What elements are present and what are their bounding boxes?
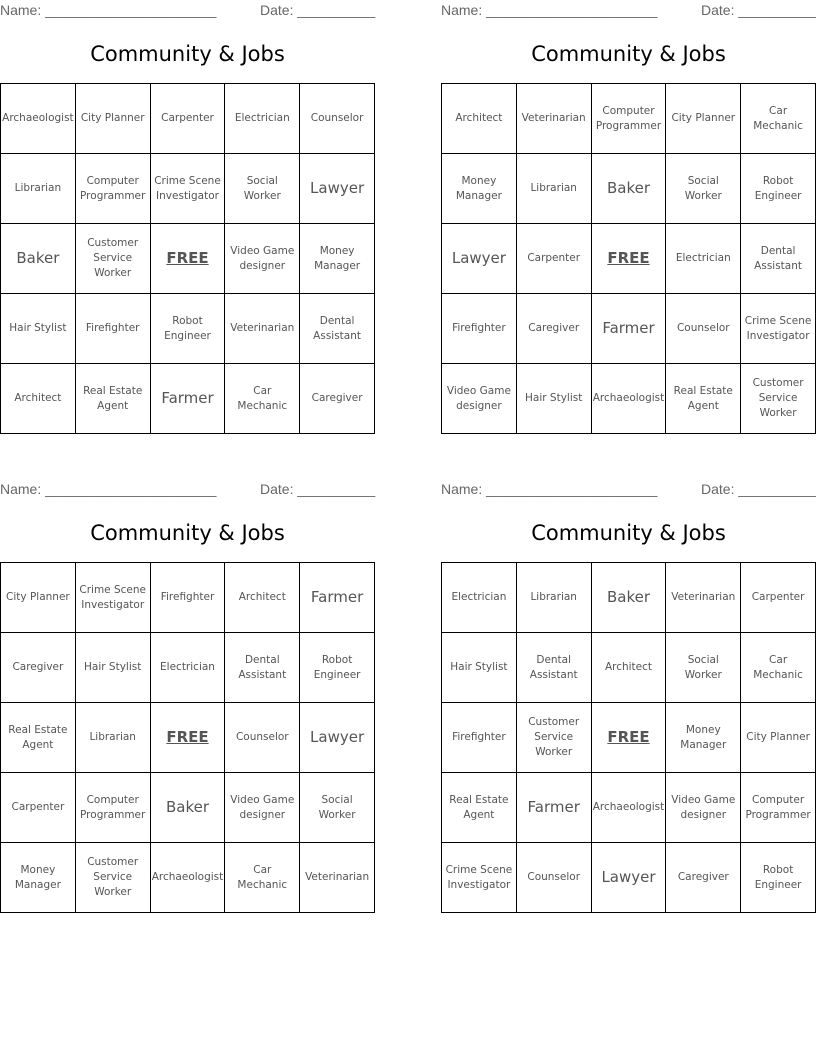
bingo-cell[interactable]: Computer Programmer — [76, 154, 151, 224]
bingo-cell[interactable]: Archaeologist — [592, 364, 667, 434]
bingo-grid — [0, 562, 375, 913]
date-field[interactable]: Date: __________ — [701, 481, 816, 497]
free-space[interactable]: FREE — [151, 224, 226, 294]
bingo-cell[interactable]: Hair Stylist — [1, 294, 76, 364]
bingo-cell[interactable]: Customer Service Worker — [741, 364, 816, 434]
bingo-cell[interactable]: Veterinarian — [517, 84, 592, 154]
bingo-cell[interactable]: Social Worker — [666, 633, 741, 703]
date-field[interactable]: Date: __________ — [701, 2, 816, 18]
bingo-cell[interactable]: Dental Assistant — [517, 633, 592, 703]
bingo-cell[interactable]: Social Worker — [225, 154, 300, 224]
bingo-cell[interactable]: Counselor — [666, 294, 741, 364]
bingo-cell[interactable]: City Planner — [1, 563, 76, 633]
bingo-cell[interactable]: City Planner — [666, 84, 741, 154]
bingo-cell[interactable]: Customer Service Worker — [76, 224, 151, 294]
bingo-cell[interactable]: Archaeologist — [592, 773, 667, 843]
bingo-cell[interactable]: Farmer — [151, 364, 226, 434]
bingo-cell[interactable]: Electrician — [666, 224, 741, 294]
bingo-cell[interactable]: Architect — [442, 84, 517, 154]
bingo-grid — [441, 83, 816, 434]
card-title: Community & Jobs — [531, 521, 726, 545]
bingo-cell[interactable]: Librarian — [517, 563, 592, 633]
bingo-cell[interactable]: Architect — [1, 364, 76, 434]
bingo-grid — [0, 83, 375, 434]
bingo-cell[interactable]: Architect — [225, 563, 300, 633]
bingo-card-2 — [441, 0, 816, 440]
bingo-cell[interactable]: Crime Scene Investigator — [76, 563, 151, 633]
bingo-cell[interactable]: Counselor — [300, 84, 375, 154]
bingo-cell[interactable]: Farmer — [592, 294, 667, 364]
bingo-cell[interactable]: Crime Scene Investigator — [741, 294, 816, 364]
free-space[interactable]: FREE — [592, 224, 667, 294]
card-title: Community & Jobs — [531, 42, 726, 66]
bingo-cell[interactable]: Hair Stylist — [517, 364, 592, 434]
free-space[interactable]: FREE — [151, 703, 226, 773]
bingo-cell[interactable]: Robot Engineer — [300, 633, 375, 703]
free-space[interactable]: FREE — [592, 703, 667, 773]
bingo-cell[interactable]: Electrician — [225, 84, 300, 154]
bingo-cell[interactable]: Baker — [592, 154, 667, 224]
bingo-cell[interactable]: Carpenter — [517, 224, 592, 294]
bingo-cell[interactable]: Lawyer — [442, 224, 517, 294]
bingo-card-1 — [0, 0, 375, 440]
bingo-cell[interactable]: Customer Service Worker — [76, 843, 151, 913]
name-field[interactable]: Name: ______________________ — [0, 2, 217, 18]
bingo-cell[interactable]: Hair Stylist — [76, 633, 151, 703]
bingo-cell[interactable]: Crime Scene Investigator — [442, 843, 517, 913]
bingo-cell[interactable]: City Planner — [76, 84, 151, 154]
bingo-cell[interactable]: Caregiver — [517, 294, 592, 364]
bingo-card-4 — [441, 479, 816, 919]
bingo-cell[interactable]: Caregiver — [1, 633, 76, 703]
bingo-cell[interactable]: Firefighter — [442, 703, 517, 773]
bingo-cell[interactable]: Librarian — [1, 154, 76, 224]
bingo-cell[interactable]: Video Game designer — [225, 773, 300, 843]
bingo-cell[interactable]: Firefighter — [151, 563, 226, 633]
bingo-grid — [441, 562, 816, 913]
bingo-cell[interactable]: Architect — [592, 633, 667, 703]
bingo-cell[interactable]: Dental Assistant — [300, 294, 375, 364]
date-field[interactable]: Date: __________ — [260, 2, 376, 18]
bingo-cell[interactable]: Robot Engineer — [741, 843, 816, 913]
bingo-cell[interactable]: Caregiver — [666, 843, 741, 913]
bingo-cell[interactable]: Veterinarian — [666, 563, 741, 633]
bingo-cell[interactable]: Video Game designer — [442, 364, 517, 434]
bingo-cell[interactable]: Carpenter — [1, 773, 76, 843]
bingo-cell[interactable]: Librarian — [76, 703, 151, 773]
name-field[interactable]: Name: ______________________ — [441, 481, 658, 497]
bingo-cell[interactable]: Baker — [1, 224, 76, 294]
bingo-cell[interactable]: Farmer — [517, 773, 592, 843]
bingo-cell[interactable]: Lawyer — [300, 703, 375, 773]
bingo-cell[interactable]: Customer Service Worker — [517, 703, 592, 773]
bingo-cell[interactable]: Firefighter — [76, 294, 151, 364]
bingo-cell[interactable]: Money Manager — [666, 703, 741, 773]
bingo-cell[interactable]: Lawyer — [300, 154, 375, 224]
bingo-cell[interactable]: Veterinarian — [300, 843, 375, 913]
bingo-cell[interactable]: Farmer — [300, 563, 375, 633]
bingo-cell[interactable]: Robot Engineer — [151, 294, 226, 364]
bingo-cell[interactable]: Car Mechanic — [225, 843, 300, 913]
bingo-cell[interactable]: Counselor — [517, 843, 592, 913]
card-title: Community & Jobs — [90, 521, 285, 545]
card-title: Community & Jobs — [90, 42, 285, 66]
bingo-cell[interactable]: Carpenter — [151, 84, 226, 154]
bingo-cell[interactable]: Real Estate Agent — [666, 364, 741, 434]
bingo-cell[interactable]: Robot Engineer — [741, 154, 816, 224]
bingo-cell[interactable]: Dental Assistant — [741, 224, 816, 294]
bingo-cell[interactable]: Hair Stylist — [442, 633, 517, 703]
name-field[interactable]: Name: ______________________ — [0, 481, 217, 497]
bingo-cell[interactable]: Real Estate Agent — [442, 773, 517, 843]
bingo-cell[interactable]: Baker — [592, 563, 667, 633]
bingo-cell[interactable]: Carpenter — [741, 563, 816, 633]
bingo-cell[interactable]: Car Mechanic — [741, 633, 816, 703]
bingo-cell[interactable]: Crime Scene Investigator — [151, 154, 226, 224]
bingo-cell[interactable]: Real Estate Agent — [76, 364, 151, 434]
bingo-cell[interactable]: Video Game designer — [225, 224, 300, 294]
bingo-cell[interactable]: Social Worker — [666, 154, 741, 224]
bingo-cell[interactable]: Dental Assistant — [225, 633, 300, 703]
bingo-cell[interactable]: Archaeologist — [1, 84, 76, 154]
bingo-cell[interactable]: Computer Programmer — [76, 773, 151, 843]
bingo-cell[interactable]: Lawyer — [592, 843, 667, 913]
bingo-cell[interactable]: Money Manager — [1, 843, 76, 913]
bingo-cell[interactable]: Social Worker — [300, 773, 375, 843]
bingo-cell[interactable]: Electrician — [442, 563, 517, 633]
bingo-cell[interactable]: Archaeologist — [151, 843, 226, 913]
bingo-cell[interactable]: Baker — [151, 773, 226, 843]
bingo-cell[interactable]: City Planner — [741, 703, 816, 773]
bingo-cell[interactable]: Car Mechanic — [741, 84, 816, 154]
bingo-cell[interactable]: Real Estate Agent — [1, 703, 76, 773]
bingo-cell[interactable]: Computer Programmer — [592, 84, 667, 154]
date-field[interactable]: Date: __________ — [260, 481, 376, 497]
bingo-cell[interactable]: Caregiver — [300, 364, 375, 434]
name-field[interactable]: Name: ______________________ — [441, 2, 658, 18]
bingo-card-3 — [0, 479, 375, 919]
bingo-cell[interactable]: Librarian — [517, 154, 592, 224]
bingo-cell[interactable]: Money Manager — [300, 224, 375, 294]
bingo-cell[interactable]: Counselor — [225, 703, 300, 773]
bingo-cell[interactable]: Car Mechanic — [225, 364, 300, 434]
bingo-cell[interactable]: Electrician — [151, 633, 226, 703]
bingo-cell[interactable]: Money Manager — [442, 154, 517, 224]
bingo-cell[interactable]: Veterinarian — [225, 294, 300, 364]
bingo-cell[interactable]: Firefighter — [442, 294, 517, 364]
bingo-cell[interactable]: Video Game designer — [666, 773, 741, 843]
bingo-cell[interactable]: Computer Programmer — [741, 773, 816, 843]
